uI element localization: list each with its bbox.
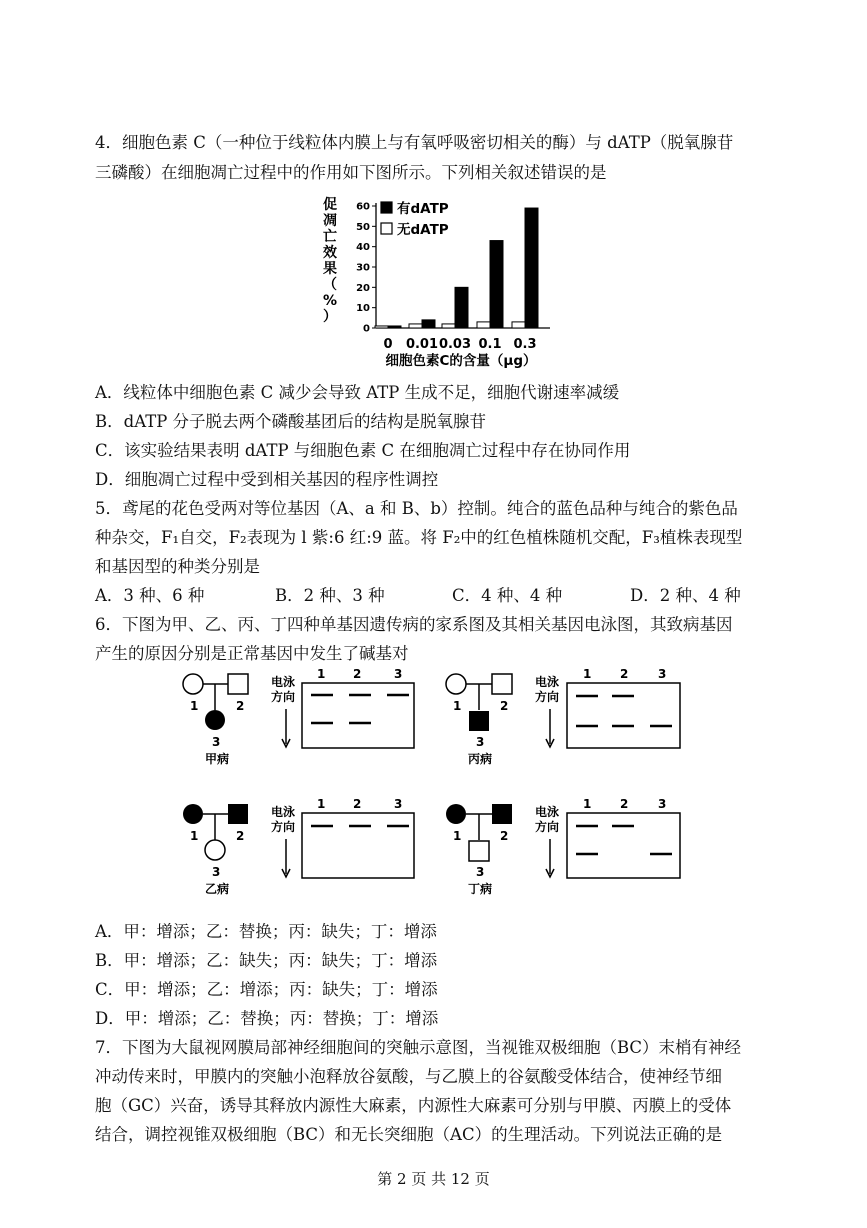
y-axis-label-char: 效	[323, 245, 337, 261]
q5-option-b: B．2 种、3 种	[275, 586, 385, 605]
bar-with-datp	[455, 287, 468, 328]
ep-label-2: 方向	[271, 820, 296, 834]
q5-option-a: A．3 种、6 种	[95, 586, 205, 605]
bar-with-datp	[490, 241, 503, 328]
pedigree-affected-female-1	[183, 804, 203, 824]
x-tick-label: 0.1	[478, 337, 502, 352]
pedigree-female-1	[446, 674, 466, 694]
q7-line1: 7．下图为大鼠视网膜局部神经细胞间的突触示意图，当视锥双极细胞（BC）末梢有神经	[95, 1038, 742, 1057]
q4-option-a: A．线粒体中细胞色素 C 减少会导致 ATP 生成不足，细胞代谢速率减缓	[95, 383, 620, 402]
gel-box	[302, 683, 414, 748]
ep-label-1: 电泳	[535, 675, 560, 689]
gel-box	[567, 683, 680, 748]
q7-line4: 结合，调控视锥双极细胞（BC）和无长突细胞（AC）的生理活动。下列说法正确的是	[95, 1125, 723, 1144]
ep-label-2: 方向	[535, 820, 560, 834]
pedigree-male-3	[469, 841, 489, 861]
ep-label-1: 电泳	[535, 805, 560, 819]
ep-label-1: 电泳	[271, 805, 296, 819]
bar-with-datp	[388, 326, 401, 328]
pedigree-affected-male-2	[492, 804, 512, 824]
x-tick-label: 0.01	[405, 337, 439, 352]
ped-num-3: 3	[476, 735, 485, 749]
lane-2: 2	[353, 797, 362, 811]
ped-num-3: 3	[476, 865, 485, 879]
q6-line1: 6．下图为甲、乙、丙、丁四种单基因遗传病的家系图及其相关基因电泳图，其致病基因	[95, 615, 733, 634]
ped-num-1: 1	[190, 829, 199, 843]
pedigree-male-2	[492, 674, 512, 694]
q4-stem-line2: 三磷酸）在细胞凋亡过程中的作用如下图所示。下列相关叙述错误的是	[95, 163, 607, 182]
bar-no-datp	[477, 322, 490, 328]
bar-no-datp	[512, 322, 525, 328]
ped-num-1: 1	[453, 829, 462, 843]
legend-label: 无dATP	[397, 222, 449, 238]
y-tick-label: 50	[356, 221, 370, 233]
q4-option-c: C．该实验结果表明 dATP 与细胞色素 C 在细胞凋亡过程中存在协同作用	[95, 441, 631, 460]
legend-swatch	[381, 223, 392, 234]
ped-num-3: 3	[212, 865, 221, 879]
y-axis-label-char: 果	[323, 261, 337, 277]
disease-label: 甲病	[205, 752, 230, 766]
q6-line2: 产生的原因分别是正常基因中发生了碱基对	[95, 644, 409, 663]
y-axis-label-char: 凋	[323, 213, 337, 229]
panel-bing	[436, 662, 696, 774]
lane-2: 2	[353, 667, 362, 681]
lane-2: 2	[620, 667, 629, 681]
lane-3: 3	[658, 797, 667, 811]
q4-option-b: B．dATP 分子脱去两个磷酸基团后的结构是脱氧腺苷	[95, 412, 487, 431]
x-tick-label: 0.03	[438, 337, 472, 352]
q5-line1: 5．鸢尾的花色受两对等位基因（A、a 和 B、b）控制。纯合的蓝色品种与纯合的紫色品	[95, 499, 738, 518]
pedigree-affected-male-3	[469, 711, 489, 731]
ped-num-1: 1	[453, 699, 462, 713]
lane-1: 1	[583, 667, 592, 681]
y-axis-label-char: 亡	[323, 229, 337, 245]
q6-option-a: A．甲：增添；乙：替换；丙：缺失；丁：增添	[95, 922, 437, 941]
pedigree-female-1	[183, 674, 203, 694]
x-tick-label: 0	[383, 337, 393, 352]
pedigree-male-2	[228, 674, 248, 694]
bar-no-datp	[375, 326, 388, 328]
q4-option-d: D．细胞凋亡过程中受到相关基因的程序性调控	[95, 470, 439, 489]
y-tick-label: 40	[356, 242, 370, 254]
lane-3: 3	[394, 797, 403, 811]
panel-jia	[170, 662, 430, 774]
gel-box	[302, 813, 414, 878]
q7-line3: 胞（GC）兴奋，诱导其释放内源性大麻素，内源性大麻素可分别与甲膜、丙膜上的受体	[95, 1096, 732, 1115]
lane-2: 2	[620, 797, 629, 811]
y-tick-label: 20	[356, 282, 370, 294]
gel-box	[567, 813, 680, 878]
panel-ding	[436, 792, 696, 904]
q5-line2: 种杂交，F₁自交，F₂表现为 l 紫:6 红:9 蓝。将 F₂中的红色植株随机交配，F₃植株表现型	[95, 528, 743, 547]
x-tick-label: 0.3	[513, 337, 537, 352]
q7-line2: 冲动传来时，甲膜内的突触小泡释放谷氨酸，与乙膜上的谷氨酸受体结合，使神经节细	[95, 1067, 722, 1086]
ep-label-1: 电泳	[271, 675, 296, 689]
ep-label-2: 方向	[535, 690, 560, 704]
pedigree-affected-female-3	[205, 710, 225, 730]
y-axis-label-char: （	[323, 277, 337, 293]
pedigree-affected-female-1	[446, 804, 466, 824]
bar-no-datp	[442, 324, 455, 328]
q6-option-c: C．甲：增添；乙：增添；丙：缺失；丁：增添	[95, 980, 438, 999]
bar-with-datp	[422, 320, 435, 328]
legend-label: 有dATP	[397, 201, 449, 217]
lane-1: 1	[583, 797, 592, 811]
q6-option-d: D．甲：增添；乙：替换；丙：替换；丁：增添	[95, 1009, 439, 1028]
y-tick-label: 30	[356, 262, 370, 274]
q5-option-c: C．4 种、4 种	[452, 586, 563, 605]
y-axis-label-char: 促	[323, 197, 337, 213]
y-axis-label-char: ）	[323, 309, 337, 325]
lane-1: 1	[317, 667, 326, 681]
q4-stem-line1: 4．细胞色素 C（一种位于线粒体内膜上与有氧呼吸密切相关的酶）与 dATP（脱氧腺苷	[95, 133, 734, 152]
lane-1: 1	[317, 797, 326, 811]
y-tick-label: 60	[356, 201, 370, 213]
bar-no-datp	[409, 324, 422, 328]
q5-line3: 和基因型的种类分别是	[95, 557, 260, 576]
ped-num-3: 3	[212, 735, 221, 749]
bar-with-datp	[525, 208, 538, 328]
q5-option-d: D．2 种、4 种	[630, 586, 741, 605]
ped-num-2: 2	[500, 829, 509, 843]
pedigree-female-3	[205, 840, 225, 860]
disease-label: 乙病	[205, 882, 230, 896]
disease-label: 丁病	[468, 882, 493, 896]
y-axis-label-char: %	[322, 293, 338, 309]
ep-label-2: 方向	[271, 690, 296, 704]
page-footer: 第 2 页 共 12 页	[377, 1170, 490, 1188]
disease-label: 丙病	[468, 752, 493, 766]
chart-xlabel: 细胞色素C的含量（μg）	[385, 353, 537, 369]
q4-bar-chart	[318, 193, 578, 373]
lane-3: 3	[394, 667, 403, 681]
ped-num-2: 2	[500, 699, 509, 713]
q6-option-b: B．甲：增添；乙：缺失；丙：缺失；丁：增添	[95, 951, 438, 970]
pedigree-affected-male-2	[228, 804, 248, 824]
lane-3: 3	[658, 667, 667, 681]
y-tick-label: 10	[356, 303, 370, 315]
ped-num-2: 2	[236, 699, 245, 713]
y-tick-label: 0	[363, 323, 370, 335]
ped-num-1: 1	[190, 699, 199, 713]
panel-yi	[170, 792, 430, 904]
legend-swatch	[381, 202, 392, 213]
ped-num-2: 2	[236, 829, 245, 843]
